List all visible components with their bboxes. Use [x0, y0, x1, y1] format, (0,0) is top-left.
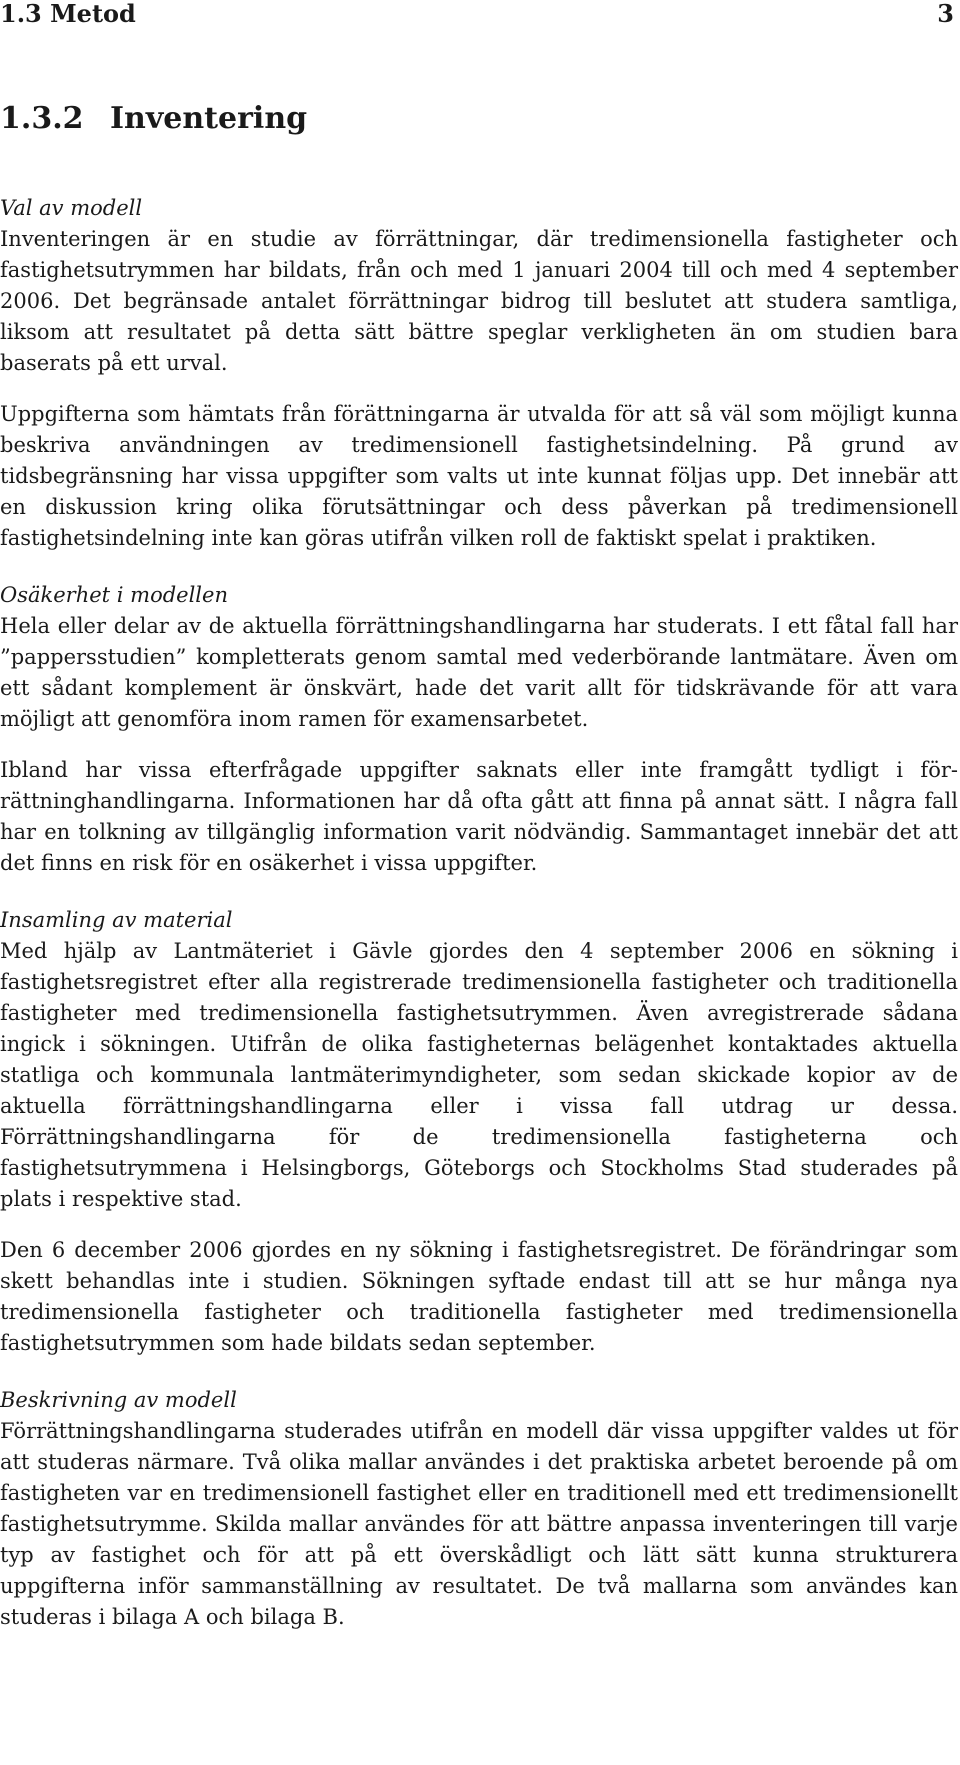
subsection-title: Osäkerhet i modellen [0, 583, 228, 607]
body-text [0, 193, 958, 1633]
section-title: Inventering [110, 101, 308, 136]
subsection-beskrivning-av-modell [0, 1385, 958, 1633]
header-section-title: 1.3 Metod [0, 0, 136, 28]
subsection-title: Beskrivning av modell [0, 1388, 237, 1412]
subsection-insamling-av-material [0, 905, 958, 1359]
subsection-title: Insamling av material [0, 908, 233, 932]
paragraph: Hela eller delar av de aktuella förrättningshandlingarna har studerats. I ett fåtal fall har ”pappersstudien” kompletterats genom samtal med vederbörande lantmätare. Även om ett sådant komplement är önskvärt, hade det varit allt för tidskrävande för att vara möjligt att genomföra inom ramen för examensarbetet. [0, 614, 958, 731]
subsection-title: Val av modell [0, 196, 143, 220]
paragraph: Den 6 december 2006 gjordes en ny sökning i fastighetsregistret. De förändringar som skett behandlas inte i studien. Sökningen syftade endast till att se hur många nya tredimensionella fastigheter och traditionella fastigheter med tredimensionella fastighetsutrymmen som hade bildats sedan september. [0, 1238, 958, 1355]
section-heading [0, 102, 307, 136]
subsection-val-av-modell [0, 193, 958, 554]
running-header [0, 0, 960, 30]
paragraph: Ibland har vissa efterfrågade uppgifter saknats eller inte framgått tydligt i förrättninghandlingarna. Informationen har då ofta gått att finna på annat sätt. I några fall har en tolkning av tillgänglig information varit nödvändig. Sammantaget innebär det att det finns en risk för en osäkerhet i vissa uppgifter. [0, 758, 958, 875]
subsection-osakerhet-i-modellen [0, 580, 958, 879]
section-number: 1.3.2 [0, 101, 84, 136]
paragraph: Förrättningshandlingarna studerades utifrån en modell där vissa uppgifter valdes ut för att studeras närmare. Två olika mallar användes i det praktiska arbetet beroende på om fastigheten var en tredimensionell fastighet eller en traditionell med ett tredimensionellt fastighetsutrymme. Skilda mallar användes för att bättre anpassa inventeringen till varje typ av fastighet och för att på ett överskådligt och lätt sätt kunna strukturera uppgifterna inför sammanställning av resultatet. De två mallarna som användes kan studeras i bilaga A och bilaga B. [0, 1419, 958, 1629]
paragraph: Uppgifterna som hämtats från förättningarna är utvalda för att så väl som möjligt kunna beskriva användningen av tredimensionell fastighetsindelning. På grund av tidsbegränsning har vissa uppgifter som valts ut inte kunnat följas upp. Det innebär att en diskussion kring olika förutsättningar och dess påverkan på tredimensionell fastighetsindelning inte kan göras utifrån vilken roll de faktiskt spelat i praktiken. [0, 402, 958, 550]
page-number: 3 [937, 0, 954, 28]
paragraph: Inventeringen är en studie av förrättningar, där tredimensionella fastigheter och fastighetsutrymmen har bildats, från och med 1 januari 2004 till och med 4 september 2006. Det begränsade antalet förrättningar bidrog till beslutet att studera samtliga, liksom att resultatet på detta sätt bättre speglar verkligheten än om studien bara baserats på ett urval. [0, 227, 958, 375]
paragraph: Med hjälp av Lantmäteriet i Gävle gjordes den 4 september 2006 en sökning i fastighetsregistret efter alla registrerade tredimensionella fastigheter och traditionella fastigheter med tredimensionella fastighetsutrymmen. Även avregistrerade sådana ingick i sökningen. Utifrån de olika fastigheternas belägenhet kontaktades aktuella statliga och kommunala lantmäterimyndigheter, som sedan skickade kopior av de aktuella förrättningshandlingarna eller i vissa fall utdrag ur dessa. Förrättningshandlingarna för de tredimensionella fastigheterna och fastighetsutrymmena i Helsingborgs, Göteborgs och Stockholms Stad studerades på plats i respektive stad. [0, 939, 958, 1211]
